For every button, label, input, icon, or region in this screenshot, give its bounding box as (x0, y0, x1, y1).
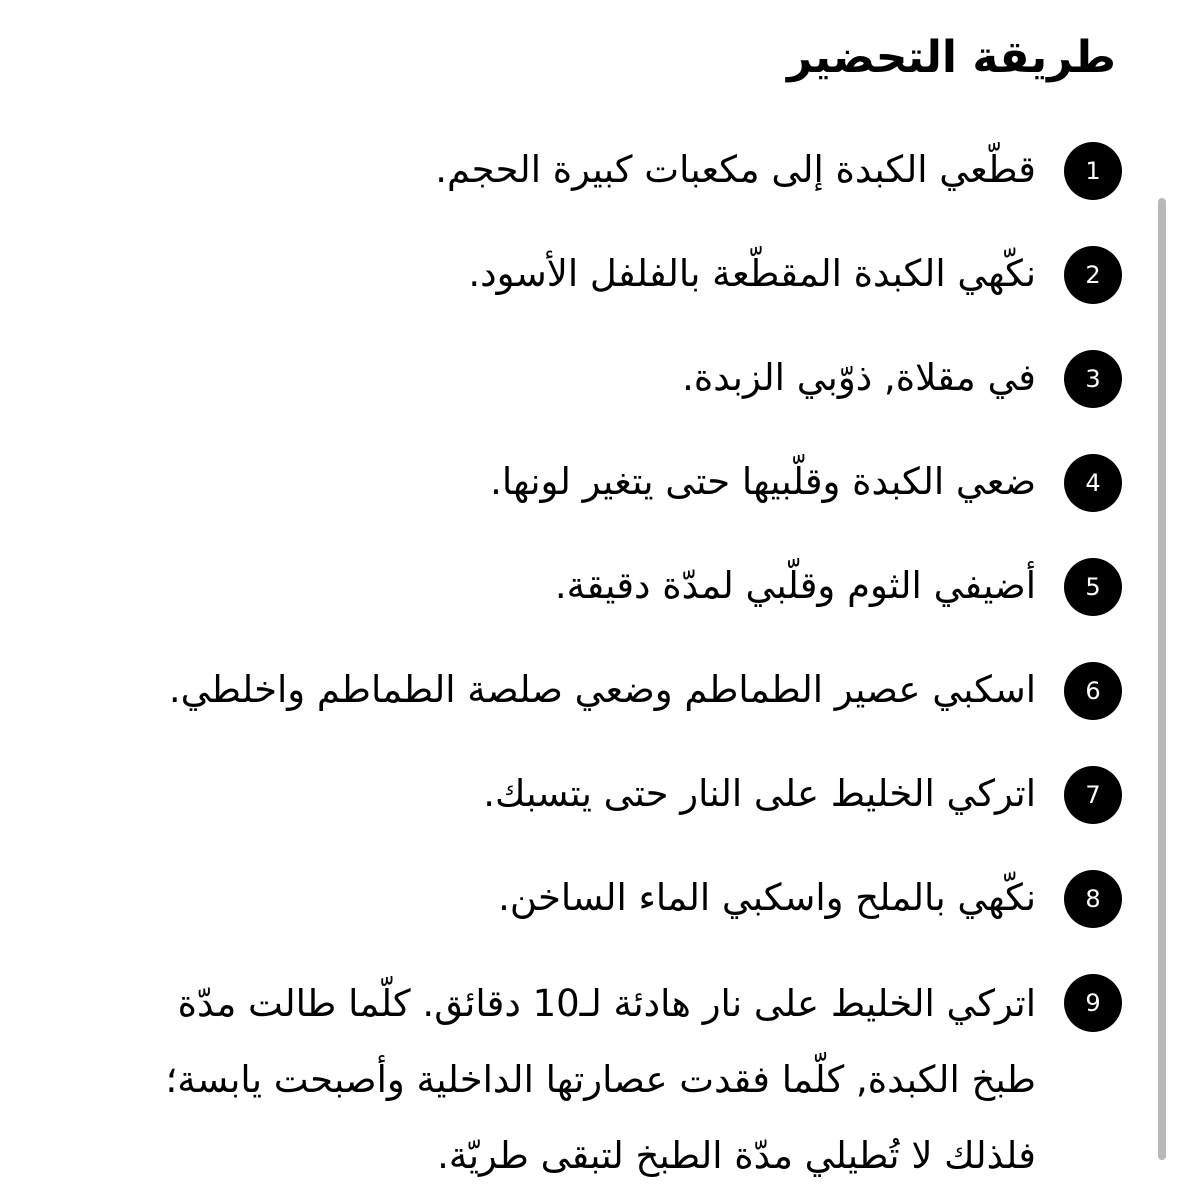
step-item (122, 342, 1122, 446)
step-number-badge: 9 (1064, 974, 1122, 1032)
step-number-badge: 3 (1064, 350, 1122, 408)
step-item (122, 134, 1122, 238)
step-item (122, 862, 1122, 966)
step-item (122, 654, 1122, 758)
step-text-line: فلذلك لا تُطيلي مدّة الطبخ لتبقى طريّة. (437, 1134, 1036, 1177)
section-title: طريقة التحضير (787, 32, 1116, 83)
step-item (122, 238, 1122, 342)
step-text: في مقلاة, ذوّبي الزبدة. (682, 356, 1036, 399)
step-text: اتركي الخليط على النار حتى يتسبك. (483, 772, 1036, 815)
step-number-badge: 8 (1064, 870, 1122, 928)
step-text: أضيفي الثوم وقلّبي لمدّة دقيقة. (554, 564, 1036, 607)
step-text-line: اتركي الخليط على نار هادئة لـ10 دقائق. كلّما طالت مدّة (177, 982, 1036, 1025)
step-number-badge: 7 (1064, 766, 1122, 824)
step-text: ضعي الكبدة وقلّبيها حتى يتغير لونها. (490, 460, 1036, 503)
step-text-line: طبخ الكبدة, كلّما فقدت عصارتها الداخلية وأصبحت يابسة؛ (165, 1058, 1036, 1101)
step-item (122, 446, 1122, 550)
step-item (122, 966, 1122, 1194)
step-item (122, 550, 1122, 654)
step-text: نكّهي بالملح واسكبي الماء الساخن. (498, 876, 1036, 919)
step-text: اسكبي عصير الطماطم وضعي صلصة الطماطم واخلطي. (168, 668, 1036, 711)
vertical-scrollbar[interactable] (1158, 198, 1166, 1160)
step-text (122, 966, 1036, 1194)
step-item (122, 758, 1122, 862)
step-number-badge: 4 (1064, 454, 1122, 512)
step-text: نكّهي الكبدة المقطّعة بالفلفل الأسود. (468, 252, 1036, 295)
step-text: قطّعي الكبدة إلى مكعبات كبيرة الحجم. (435, 148, 1036, 191)
step-number-badge: 5 (1064, 558, 1122, 616)
steps-list (122, 134, 1122, 1194)
step-number-badge: 2 (1064, 246, 1122, 304)
step-number-badge: 6 (1064, 662, 1122, 720)
step-number-badge: 1 (1064, 142, 1122, 200)
